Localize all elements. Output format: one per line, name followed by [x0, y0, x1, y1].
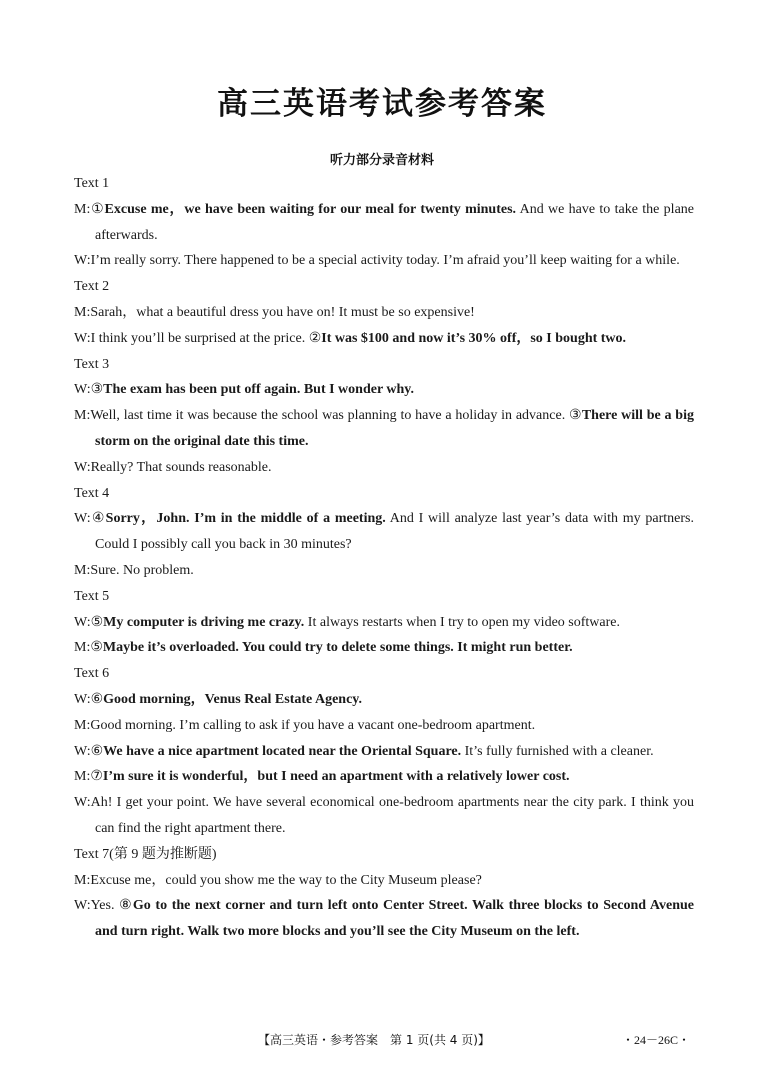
- text-heading: Text 6: [74, 666, 110, 682]
- page-title: 高三英语考试参考答案: [217, 86, 547, 122]
- answer-key-sentence: Excuse me，we have been waiting for our meal for twenty minutes.: [104, 201, 517, 217]
- dialogue-line: [74, 687, 694, 713]
- text-heading: Text 4: [74, 485, 110, 501]
- dialogue-text: And we have to take the plane afterwards.: [95, 201, 694, 243]
- dialogue-line: [74, 248, 694, 274]
- text-heading: Text 7(第 9 题为推断题): [74, 846, 217, 862]
- dialogue-text: W:⑤: [74, 614, 104, 630]
- dialogue-line: [74, 739, 694, 765]
- dialogue-line: [74, 326, 694, 352]
- text-heading: Text 3: [74, 356, 110, 372]
- dialogue-line: [74, 610, 694, 636]
- dialogue-line: [74, 764, 694, 790]
- text-heading: Text 5: [74, 588, 110, 604]
- dialogue-text: M:①: [74, 201, 105, 217]
- dialogue-line: [74, 868, 694, 894]
- text-heading: Text 2: [74, 279, 110, 295]
- page-footer: 【高三英语・参考答案 第 1 页(共 4 页)】: [258, 1033, 490, 1047]
- dialogue-line: [74, 197, 694, 249]
- dialogue-text: M:Excuse me，could you show me the way to the City Museum please?: [74, 872, 482, 888]
- dialogue-text: M:Good morning. I’m calling to ask if you have a vacant one-bedroom apartment.: [74, 717, 536, 733]
- answer-key-sentence: It was $100 and now it’s 30% off，so I bought two.: [321, 330, 627, 346]
- dialogue-line: [74, 893, 694, 945]
- text-heading: Text 1: [74, 176, 110, 191]
- dialogue-text: M:⑦: [74, 769, 103, 785]
- dialogue-text: It’s fully furnished with a cleaner.: [461, 743, 654, 759]
- dialogue-text: W:Yes. ⑧: [74, 898, 133, 914]
- dialogue-text: M:Sure. No problem.: [74, 562, 194, 578]
- answer-key-sentence: I’m sure it is wonderful，but I need an apartment with a relatively lower cost.: [102, 769, 570, 785]
- dialogue-line: [74, 635, 694, 661]
- dialogue-line: [74, 790, 694, 842]
- answer-key-sentence: There will be a big storm on the original date this time.: [95, 408, 694, 449]
- dialogue-text: It always restarts when I try to open my video software.: [304, 614, 620, 630]
- dialogue-text: And I will analyze last year’s data with my partners. Could I possibly call you back in 30 minutes?: [95, 511, 694, 553]
- dialogue-line: [74, 558, 694, 584]
- answer-key-sentence: Maybe it’s overloaded. You could try to delete some things. It might run better.: [102, 640, 573, 656]
- dialogue-line: [74, 713, 694, 739]
- answer-key-sentence: Go to the next corner and turn left onto Center Street. Walk three blocks to Second Avenue and turn right. Walk two more blocks and you’ll see the City Museum on the left.: [95, 898, 694, 940]
- dialogue-line: [74, 377, 694, 403]
- dialogue-line: [74, 300, 694, 326]
- answer-key-sentence: My computer is driving me crazy.: [103, 614, 305, 630]
- answer-key-sentence: We have a nice apartment located near the Oriental Square.: [103, 743, 462, 759]
- dialogue-text: M:Well, last time it was because the school was planning to have a holiday in advance. ③: [74, 408, 582, 424]
- dialogue-line: [74, 455, 694, 481]
- exam-code: ・24－26C・: [622, 1033, 691, 1047]
- dialogue-text: M:Sarah，what a beautiful dress you have on! It must be so expensive!: [74, 304, 475, 320]
- dialogue-text: W:I’m really sorry. There happened to be a special activity today. I’m afraid you’ll keep waiting for a while.: [74, 253, 680, 269]
- section-subtitle: 听力部分录音材料: [329, 153, 434, 168]
- answer-key-sentence: Sorry，John. I’m in the middle of a meeting.: [105, 511, 386, 527]
- transcript-body: [74, 171, 694, 945]
- dialogue-line: [74, 403, 694, 455]
- dialogue-text: W:③: [74, 382, 104, 398]
- answer-key-sentence: The exam has been put off again. But I wonder why.: [103, 382, 415, 398]
- answer-key-sentence: Good morning，Venus Real Estate Agency.: [103, 691, 363, 707]
- dialogue-text: M:⑤: [74, 640, 103, 656]
- dialogue-text: W:④: [74, 511, 106, 527]
- dialogue-text: W:⑥: [74, 691, 104, 707]
- dialogue-text: W:Really? That sounds reasonable.: [74, 459, 272, 475]
- dialogue-text: W:Ah! I get your point. We have several economical one-bedroom apartments near the city park. I think you can find the right apartment there.: [74, 795, 694, 836]
- dialogue-text: W:⑥: [74, 743, 104, 759]
- dialogue-text: W:I think you’ll be surprised at the price. ②: [74, 330, 322, 346]
- dialogue-line: [74, 506, 694, 558]
